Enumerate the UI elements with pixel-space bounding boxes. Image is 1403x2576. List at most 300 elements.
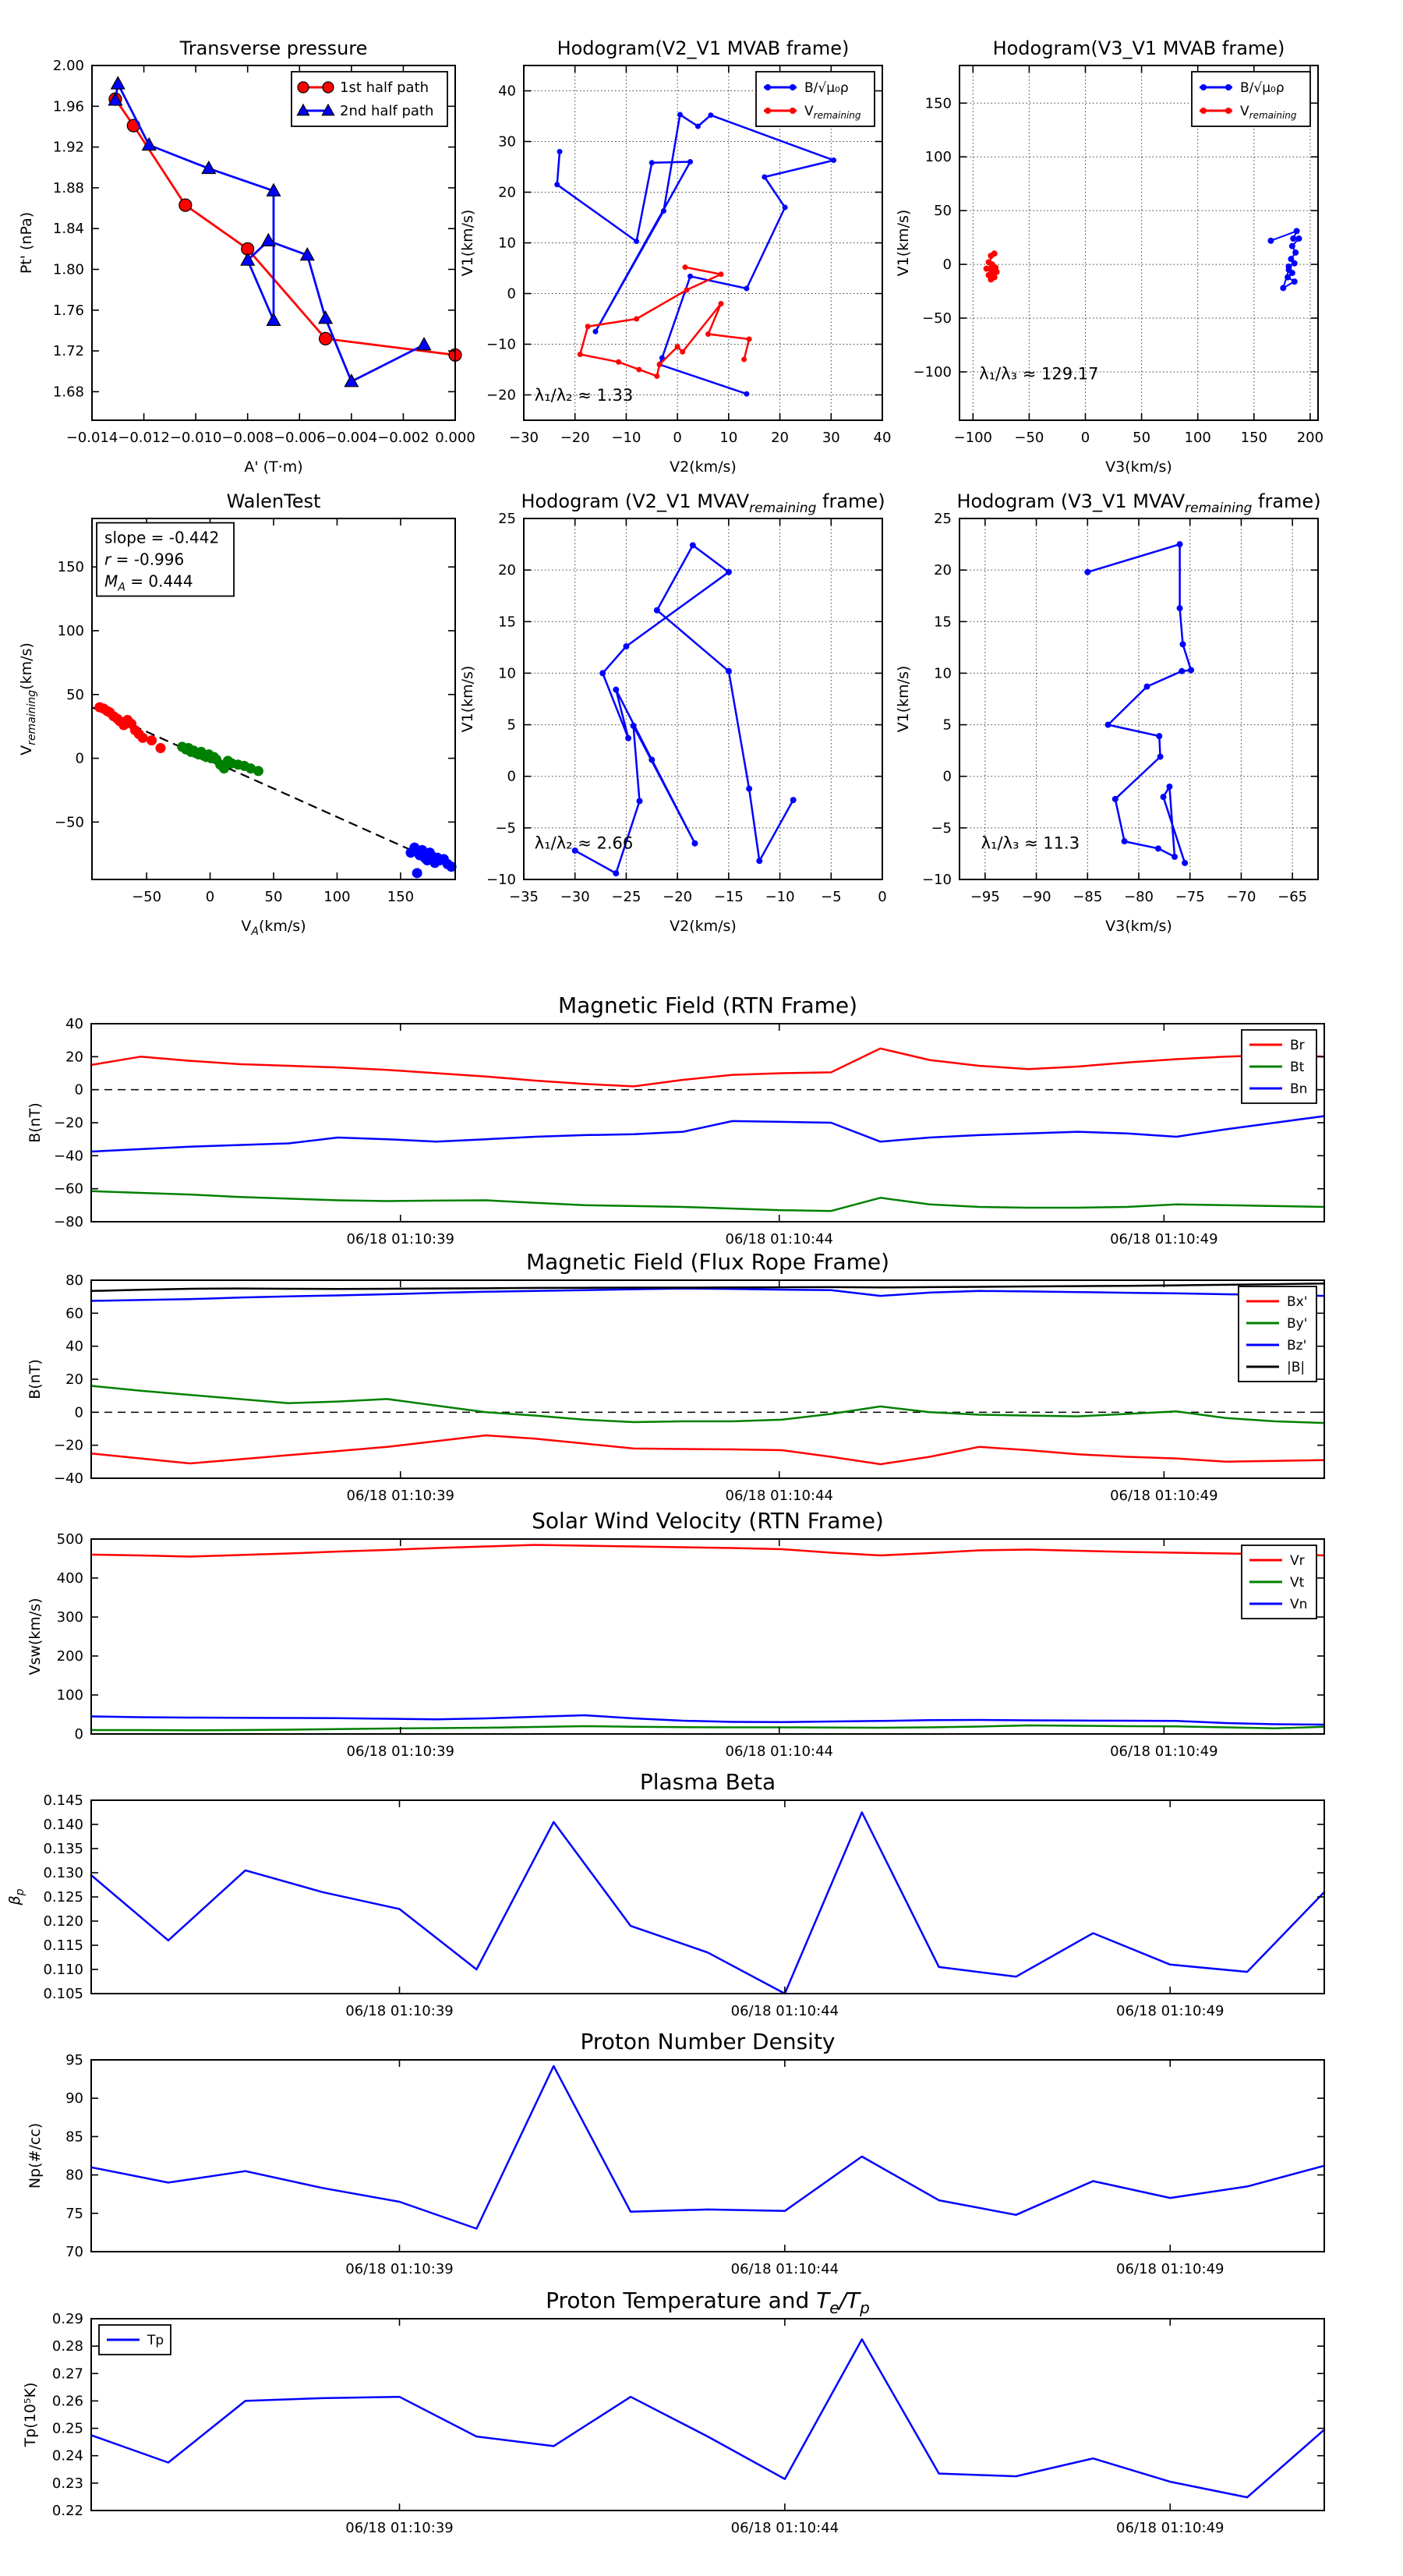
series-Np xyxy=(91,2066,1324,2229)
axes-frame xyxy=(91,1539,1324,1734)
x-axis-label: V2(km/s) xyxy=(670,458,737,476)
plot-title: Proton Temperature and $T_e/T_p$ xyxy=(546,2288,870,2317)
legend xyxy=(292,72,447,126)
series-Tp xyxy=(91,2339,1324,2497)
x-tick-label: 50 xyxy=(1133,430,1151,446)
series-Br xyxy=(91,1049,1324,1087)
marker-dot xyxy=(790,797,797,803)
x-tick-label: −0.012 xyxy=(118,430,170,446)
y-axis-label: B(nT) xyxy=(27,1102,44,1143)
marker-dot xyxy=(741,357,747,363)
marker-dot xyxy=(1294,228,1300,234)
y-tick-label: 0.25 xyxy=(51,2420,83,2437)
x-tick-label: 150 xyxy=(1240,430,1267,446)
y-tick-label: −10 xyxy=(486,872,516,888)
y-tick-label: 80 xyxy=(65,2167,83,2184)
marker-dot xyxy=(687,274,693,279)
x-axis-label: V3(km/s) xyxy=(1105,458,1172,476)
x-tick-label: 06/18 01:10:39 xyxy=(345,2003,454,2019)
y-tick-label: 40 xyxy=(65,1016,83,1032)
y-tick-label: 15 xyxy=(934,614,952,631)
plot-title: Hodogram(V3_V1 MVAB frame) xyxy=(992,37,1285,59)
marker-dot xyxy=(657,362,663,367)
marker-dot xyxy=(554,182,560,187)
marker-dot xyxy=(687,159,693,165)
annotation-text: λ₁/λ₂ ≈ 1.33 xyxy=(534,385,634,405)
x-tick-label: 06/18 01:10:39 xyxy=(345,2261,454,2277)
y-tick-label: −20 xyxy=(486,387,516,404)
y-tick-label: 0.29 xyxy=(51,2311,83,2327)
x-tick-label: 100 xyxy=(1184,430,1211,446)
y-axis-label: $V_{remaining}(km/s)$ xyxy=(18,642,38,755)
marker-dot xyxy=(1155,845,1161,851)
x-tick-label: −90 xyxy=(1021,889,1051,905)
y-tick-label: 20 xyxy=(65,1049,83,1066)
marker-dot xyxy=(1200,84,1207,90)
y-tick-label: −60 xyxy=(54,1180,83,1198)
hodogram-v3v1-mvab-plot xyxy=(895,37,1323,476)
marker-dot xyxy=(1280,285,1286,291)
series-Vr xyxy=(91,1545,1324,1557)
marker-dot xyxy=(744,391,749,397)
plot-title: Hodogram (V2_V1 $MVAV_{remaining}$ frame) xyxy=(521,490,885,516)
plot-title: Magnetic Field (Flux Rope Frame) xyxy=(525,1249,890,1275)
y-tick-label: 300 xyxy=(56,1609,83,1626)
legend-label: $V_{remaining}$ xyxy=(804,104,861,121)
x-tick-label: 06/18 01:10:44 xyxy=(725,1488,833,1504)
y-tick-label: 95 xyxy=(65,2052,83,2068)
marker-dot xyxy=(1292,278,1298,285)
y-tick-label: −50 xyxy=(922,310,952,327)
annotation-text: λ₁/λ₃ ≈ 11.3 xyxy=(981,833,1080,853)
plot-title: Magnetic Field (RTN Frame) xyxy=(557,993,858,1018)
y-tick-label: 1.96 xyxy=(52,98,84,115)
marker-dot xyxy=(726,668,732,674)
marker-triangle xyxy=(345,374,358,386)
y-tick-label: 0.26 xyxy=(51,2393,83,2410)
y-tick-label: 0.130 xyxy=(43,1865,83,1881)
walen-test-plot xyxy=(18,490,457,938)
y-tick-label: 0 xyxy=(942,257,952,274)
x-tick-label: 06/18 01:10:49 xyxy=(1116,2261,1225,2277)
y-axis-label: Vsw(km/s) xyxy=(27,1598,44,1675)
marker-dot xyxy=(1292,249,1299,256)
y-tick-label: 0 xyxy=(75,750,84,767)
x-tick-label: 20 xyxy=(771,430,790,446)
proton-number-density-plot xyxy=(27,2029,1324,2277)
marker-dot xyxy=(1286,267,1292,273)
marker-dot xyxy=(1225,108,1232,114)
y-tick-label: 0.28 xyxy=(51,2338,83,2355)
marker-dot xyxy=(691,840,698,847)
y-tick-label: 0.23 xyxy=(51,2475,83,2492)
y-tick-label: 200 xyxy=(56,1648,83,1665)
y-tick-label: −10 xyxy=(486,336,516,353)
marker-dot xyxy=(654,373,659,379)
marker-dot xyxy=(1285,274,1291,281)
axes-frame xyxy=(91,1800,1324,1994)
legend-label: |B| xyxy=(1287,1360,1306,1375)
marker-dot xyxy=(783,205,788,211)
plot-title: Transverse pressure xyxy=(179,37,368,59)
marker-dot xyxy=(593,329,599,334)
y-tick-label: 1.80 xyxy=(52,261,84,278)
y-axis-label: B(nT) xyxy=(27,1359,44,1399)
y-tick-label: 1.84 xyxy=(52,221,84,238)
y-tick-label: 20 xyxy=(498,562,516,579)
x-tick-label: 100 xyxy=(323,889,351,905)
marker-dot xyxy=(1177,541,1183,547)
annotation-line: $M_A = 0.444$ xyxy=(104,571,193,594)
y-tick-label: 40 xyxy=(498,83,516,100)
x-tick-label: 06/18 01:10:49 xyxy=(1116,2003,1225,2019)
marker-circle xyxy=(179,199,192,211)
x-tick-label: −0.006 xyxy=(273,430,326,446)
y-tick-label: 10 xyxy=(498,665,516,682)
legend-label: B/√μ₀ρ xyxy=(1240,80,1285,96)
y-tick-label: 0.145 xyxy=(43,1792,83,1809)
legend xyxy=(99,2325,171,2355)
marker-dot xyxy=(994,269,1000,275)
y-axis-label: Pt' (nPa) xyxy=(18,211,35,274)
marker-dot xyxy=(557,149,563,154)
marker-dot xyxy=(1200,108,1207,114)
x-tick-label: 06/18 01:10:49 xyxy=(1110,1743,1218,1760)
hodogram-v2v1-mvav-plot xyxy=(459,490,887,935)
y-tick-label: −20 xyxy=(54,1437,83,1454)
x-tick-label: 06/18 01:10:49 xyxy=(1116,2520,1225,2536)
marker-dot xyxy=(147,735,157,745)
x-tick-label: 06/18 01:10:49 xyxy=(1110,1231,1218,1247)
x-tick-label: 06/18 01:10:44 xyxy=(730,2003,839,2019)
marker-dot xyxy=(138,733,148,743)
y-tick-label: −40 xyxy=(54,1470,83,1487)
marker-dot xyxy=(746,786,752,792)
legend xyxy=(756,72,875,126)
marker-dot xyxy=(631,723,637,729)
axes-frame xyxy=(91,2060,1324,2252)
y-tick-label: 0.125 xyxy=(43,1889,83,1905)
x-tick-label: 0 xyxy=(1080,430,1090,446)
series-Bt xyxy=(91,1191,1324,1211)
axes-frame xyxy=(524,518,882,879)
y-tick-label: 0.27 xyxy=(51,2365,83,2383)
marker-dot xyxy=(790,84,796,90)
marker-dot xyxy=(831,157,836,163)
legend-label: By' xyxy=(1287,1316,1308,1332)
marker-triangle xyxy=(111,77,125,89)
marker-dot xyxy=(636,367,641,373)
x-tick-label: 10 xyxy=(719,430,738,446)
legend-label: Vr xyxy=(1290,1553,1305,1569)
x-tick-label: 06/18 01:10:44 xyxy=(730,2261,839,2277)
marker-circle xyxy=(320,332,332,345)
proton-temperature-plot xyxy=(22,2288,1324,2536)
y-tick-label: 5 xyxy=(507,717,516,734)
marker-dot xyxy=(155,743,165,753)
marker-dot xyxy=(1295,235,1302,242)
y-tick-label: 85 xyxy=(65,2128,83,2146)
y-tick-label: 0 xyxy=(74,1404,83,1421)
x-tick-label: −35 xyxy=(509,889,539,905)
y-tick-label: −50 xyxy=(55,814,84,831)
x-tick-label: −30 xyxy=(560,889,590,905)
y-tick-label: 0 xyxy=(74,1081,83,1099)
marker-dot xyxy=(1161,794,1167,800)
y-tick-label: 50 xyxy=(934,203,952,220)
marker-dot xyxy=(1144,684,1150,690)
plot-title: Solar Wind Velocity (RTN Frame) xyxy=(532,1508,884,1534)
y-tick-label: 80 xyxy=(65,1272,83,1289)
marker-circle xyxy=(323,82,334,93)
y-tick-label: 90 xyxy=(65,2090,83,2107)
marker-dot xyxy=(747,337,752,342)
marker-dot xyxy=(684,287,689,292)
marker-dot xyxy=(1157,754,1164,760)
marker-dot xyxy=(726,569,732,575)
y-axis-label: V1(km/s) xyxy=(459,665,476,733)
y-axis-label: V1(km/s) xyxy=(895,665,912,733)
y-tick-label: 75 xyxy=(65,2205,83,2222)
x-tick-label: 06/18 01:10:39 xyxy=(345,2520,454,2536)
x-tick-label: −5 xyxy=(821,889,842,905)
plot-title: Proton Number Density xyxy=(580,2029,836,2054)
marker-dot xyxy=(613,870,619,876)
y-tick-label: 70 xyxy=(65,2244,83,2260)
legend-label: Bn xyxy=(1290,1081,1308,1097)
y-axis-label: V1(km/s) xyxy=(459,209,476,277)
y-tick-label: 100 xyxy=(57,622,84,639)
marker-dot xyxy=(1172,854,1178,860)
transverse-pressure-plot xyxy=(18,37,475,476)
axes-frame xyxy=(959,518,1318,879)
marker-circle xyxy=(298,82,309,93)
marker-dot xyxy=(634,239,639,244)
y-tick-label: 1.68 xyxy=(52,384,84,401)
marker-dot xyxy=(1180,641,1186,647)
series-V2_V1 path xyxy=(575,545,793,873)
y-tick-label: 0.135 xyxy=(43,1841,83,1857)
x-tick-label: 06/18 01:10:44 xyxy=(725,1743,833,1760)
plot-title: Plasma Beta xyxy=(639,1769,776,1795)
x-tick-label: 50 xyxy=(264,889,283,905)
x-tick-label: −75 xyxy=(1175,889,1205,905)
marker-dot xyxy=(634,317,639,322)
x-axis-label: V3(km/s) xyxy=(1105,918,1172,935)
x-tick-label: −80 xyxy=(1124,889,1154,905)
y-tick-label: −80 xyxy=(54,1214,83,1230)
x-tick-label: 06/18 01:10:39 xyxy=(346,1488,454,1504)
marker-dot xyxy=(762,175,767,180)
x-tick-label: −0.004 xyxy=(325,430,378,446)
x-tick-label: −85 xyxy=(1073,889,1103,905)
y-tick-label: 0.140 xyxy=(43,1817,83,1833)
marker-dot xyxy=(1267,238,1274,244)
marker-dot xyxy=(616,359,621,365)
plasma-beta-plot xyxy=(6,1769,1324,2019)
marker-dot xyxy=(991,250,998,257)
magnetic-field-flux-rope-plot xyxy=(27,1249,1324,1504)
annotation-line: slope = -0.442 xyxy=(104,528,220,547)
marker-dot xyxy=(412,868,422,878)
y-tick-label: −100 xyxy=(913,363,952,380)
marker-dot xyxy=(1225,84,1232,90)
legend xyxy=(1242,1545,1316,1619)
y-axis-label: V1(km/s) xyxy=(895,209,912,277)
marker-dot xyxy=(1290,235,1296,242)
y-tick-label: 0 xyxy=(74,1726,83,1743)
x-tick-label: 06/18 01:10:39 xyxy=(346,1743,454,1760)
y-tick-label: 40 xyxy=(65,1338,83,1355)
y-tick-label: 10 xyxy=(498,235,516,252)
y-tick-label: 1.88 xyxy=(52,179,84,196)
marker-dot xyxy=(1177,605,1183,611)
marker-dot xyxy=(1188,667,1194,673)
x-tick-label: −100 xyxy=(953,430,993,446)
y-tick-label: 2.00 xyxy=(52,58,84,74)
legend-label: Bt xyxy=(1290,1060,1305,1075)
marker-dot xyxy=(1112,796,1119,802)
y-tick-label: 0 xyxy=(507,285,516,303)
x-tick-label: 30 xyxy=(822,430,840,446)
marker-dot xyxy=(765,84,771,90)
marker-dot xyxy=(790,108,796,114)
marker-triangle xyxy=(319,311,332,323)
y-tick-label: 100 xyxy=(924,149,952,166)
x-tick-label: −50 xyxy=(132,889,162,905)
marker-dot xyxy=(599,670,606,676)
x-tick-label: −50 xyxy=(1014,430,1044,446)
x-tick-label: 0 xyxy=(878,889,887,905)
y-tick-label: 0 xyxy=(942,768,952,785)
x-tick-label: 200 xyxy=(1296,430,1324,446)
y-tick-label: 0.110 xyxy=(43,1962,83,1978)
x-tick-label: −70 xyxy=(1226,889,1256,905)
marker-dot xyxy=(637,798,643,804)
marker-dot xyxy=(648,757,655,763)
series-V3_V1 path xyxy=(1087,544,1191,863)
y-tick-label: 15 xyxy=(498,614,516,631)
series-2nd half path xyxy=(115,84,424,382)
y-tick-label: 0.24 xyxy=(51,2447,83,2465)
y-tick-label: 100 xyxy=(56,1687,83,1704)
y-tick-label: 500 xyxy=(56,1531,83,1548)
x-axis-label: $V_A(km/s)$ xyxy=(241,918,306,938)
marker-dot xyxy=(677,112,683,118)
legend-label: 2nd half path xyxy=(340,103,434,119)
x-axis-label: A' (T·m) xyxy=(244,458,303,476)
marker-dot xyxy=(719,301,724,306)
marker-dot xyxy=(1105,722,1111,728)
marker-dot xyxy=(695,124,701,129)
y-tick-label: 0.115 xyxy=(43,1937,83,1954)
annotation-text: λ₁/λ₂ ≈ 2.66 xyxy=(534,833,634,853)
x-tick-label: −0.014 xyxy=(65,430,118,446)
y-tick-label: 0.120 xyxy=(43,1913,83,1930)
series-Bx' xyxy=(91,1435,1324,1464)
marker-dot xyxy=(613,687,619,693)
marker-dot xyxy=(690,542,696,548)
magnetic-field-rtn-plot xyxy=(27,993,1324,1247)
legend-label: Vt xyxy=(1290,1575,1305,1591)
x-tick-label: −25 xyxy=(611,889,641,905)
marker-dot xyxy=(765,108,771,114)
marker-dot xyxy=(661,208,666,214)
marker-dot xyxy=(1182,860,1188,866)
y-tick-label: 150 xyxy=(924,95,952,112)
marker-dot xyxy=(578,352,583,357)
legend-label: Br xyxy=(1290,1038,1305,1053)
marker-dot xyxy=(1122,838,1128,844)
legend xyxy=(1242,1030,1316,1103)
marker-dot xyxy=(680,349,685,355)
x-tick-label: −95 xyxy=(970,889,1000,905)
x-tick-label: 40 xyxy=(873,430,892,446)
solar-wind-velocity-plot xyxy=(27,1508,1324,1760)
x-tick-label: −20 xyxy=(663,889,693,905)
marker-dot xyxy=(719,271,724,277)
y-tick-label: −5 xyxy=(931,819,952,837)
y-tick-label: −40 xyxy=(54,1148,83,1165)
x-tick-label: 0 xyxy=(205,889,215,905)
y-axis-label: Np(#/cc) xyxy=(27,2122,44,2189)
x-tick-label: 0.000 xyxy=(435,430,475,446)
x-tick-label: −0.010 xyxy=(169,430,222,446)
y-tick-label: 25 xyxy=(498,511,516,527)
marker-dot xyxy=(675,344,680,349)
marker-triangle xyxy=(267,313,280,325)
x-tick-label: −15 xyxy=(713,889,744,905)
x-tick-label: −0.002 xyxy=(377,430,429,446)
hodogram-v3v1-mvav-plot xyxy=(895,490,1321,935)
y-tick-label: 50 xyxy=(66,686,84,703)
marker-dot xyxy=(756,858,762,864)
series-B/√μ₀ρ xyxy=(557,115,834,394)
plot-title: Hodogram (V3_V1 $MVAV_{remaining}$ frame) xyxy=(956,490,1321,516)
legend-label: B/√μ₀ρ xyxy=(804,80,849,96)
marker-dot xyxy=(253,766,263,776)
y-tick-label: 0.22 xyxy=(51,2503,83,2519)
plot-title: Hodogram(V2_V1 MVAB frame) xyxy=(557,37,850,59)
y-tick-label: 10 xyxy=(934,665,952,682)
series-Vn xyxy=(91,1715,1324,1725)
x-tick-label: −10 xyxy=(765,889,795,905)
y-tick-label: 400 xyxy=(56,1570,83,1587)
x-tick-label: 06/18 01:10:39 xyxy=(346,1231,454,1247)
x-tick-label: 0 xyxy=(673,430,682,446)
legend-label: Bx' xyxy=(1287,1294,1308,1310)
y-tick-label: 0 xyxy=(507,768,516,785)
annotation-text: λ₁/λ₃ ≈ 129.17 xyxy=(979,364,1099,384)
y-axis-label: $\beta_p$ xyxy=(6,1888,27,1905)
hodogram-v2v1-mvab-plot xyxy=(459,37,891,476)
reference-line xyxy=(92,707,454,869)
series-By' xyxy=(91,1386,1324,1424)
y-tick-label: 5 xyxy=(942,717,952,734)
y-tick-label: 20 xyxy=(498,184,516,201)
marker-dot xyxy=(683,264,688,270)
x-tick-label: 06/18 01:10:44 xyxy=(730,2520,839,2536)
marker-dot xyxy=(649,160,655,165)
series-1st half path xyxy=(115,99,455,355)
legend-label: Vn xyxy=(1290,1597,1308,1612)
annotation-line: r = -0.996 xyxy=(104,550,185,569)
marker-dot xyxy=(988,276,994,282)
marker-dot xyxy=(1292,260,1298,267)
y-tick-label: 1.92 xyxy=(52,139,84,156)
marker-dot xyxy=(705,331,711,337)
y-tick-label: 0.105 xyxy=(43,1986,83,2002)
